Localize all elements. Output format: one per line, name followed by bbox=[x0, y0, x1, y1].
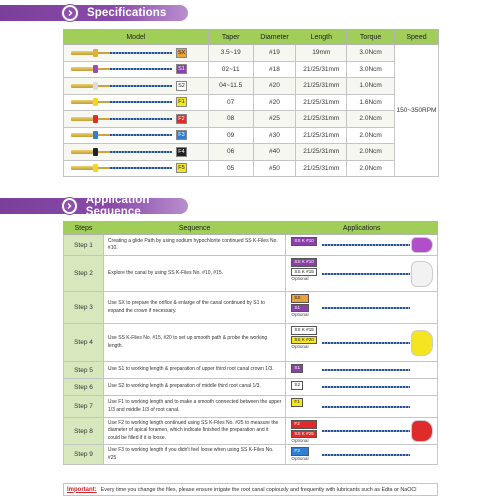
diameter-cell: #25 bbox=[253, 111, 296, 128]
taper-cell: 06 bbox=[208, 144, 253, 161]
file-blade bbox=[110, 68, 172, 70]
file-blade bbox=[110, 151, 172, 153]
step-cell: Step 6 bbox=[64, 379, 104, 396]
table-row bbox=[64, 292, 438, 324]
torque-cell: 2.0Ncm bbox=[347, 160, 395, 177]
file-tag: SS K #15 bbox=[291, 268, 316, 277]
file-illustration bbox=[322, 307, 410, 309]
file-tag: SS K #15 bbox=[291, 326, 316, 335]
taper-cell: 08 bbox=[208, 111, 253, 128]
file-handle-grip bbox=[411, 261, 433, 287]
step-cell: Step 2 bbox=[64, 256, 104, 292]
file-tag: F3 bbox=[291, 447, 308, 456]
file-tag: S1 bbox=[291, 304, 308, 313]
step-cell: Step 4 bbox=[64, 324, 104, 362]
file-handle-grip bbox=[411, 330, 433, 356]
model-cell bbox=[64, 78, 209, 95]
model-tag: S2 bbox=[176, 81, 187, 91]
file-handle bbox=[71, 166, 93, 170]
step-cell: Step 1 bbox=[64, 235, 104, 256]
table-row bbox=[64, 127, 439, 144]
header-model: Model bbox=[64, 30, 209, 45]
step-cell: Step 3 bbox=[64, 292, 104, 324]
file-illustration bbox=[67, 114, 185, 124]
tag-list bbox=[291, 326, 316, 350]
table-row bbox=[64, 324, 438, 362]
file-handle bbox=[71, 51, 93, 55]
file-blade bbox=[110, 101, 172, 103]
length-cell: 21/25/31mm bbox=[296, 127, 347, 144]
sequence-cell: Use F3 to working length if you didn't feel loose when using SS K-Files No. #25 bbox=[103, 445, 285, 465]
model-cell bbox=[64, 61, 209, 78]
length-cell: 19mm bbox=[296, 45, 347, 62]
torque-cell: 1.6Ncm bbox=[347, 94, 395, 111]
application-sequence-title: Application Sequence bbox=[85, 194, 150, 218]
file-handle bbox=[71, 133, 93, 137]
applications-cell bbox=[286, 379, 438, 396]
torque-cell: 3.0Ncm bbox=[347, 61, 395, 78]
file-illustration bbox=[67, 147, 185, 157]
table-row bbox=[64, 94, 439, 111]
sequence-cell: Explore the canal by using SS K-Files No. #10, #15. bbox=[103, 256, 285, 292]
diameter-cell: #18 bbox=[253, 61, 296, 78]
file-illustration bbox=[322, 369, 410, 371]
file-handle bbox=[71, 150, 93, 154]
file-illustration bbox=[67, 130, 185, 140]
header-taper: Taper bbox=[208, 30, 253, 45]
file-illustration bbox=[67, 163, 185, 173]
file-illustration bbox=[322, 430, 410, 432]
file-blade bbox=[110, 85, 172, 87]
sequence-cell: Use S1 to working length & preparation of upper third root canal crown 1/3. bbox=[103, 362, 285, 379]
file-illustration bbox=[67, 97, 185, 107]
file-illustration bbox=[322, 454, 410, 456]
optional-label: Optional bbox=[291, 455, 309, 461]
diameter-cell: #50 bbox=[253, 160, 296, 177]
file-illustration bbox=[67, 81, 185, 91]
header-diameter: Diameter bbox=[253, 30, 296, 45]
table-row bbox=[64, 160, 439, 177]
table-row bbox=[64, 256, 438, 292]
file-tag: SS K #10 bbox=[291, 258, 316, 267]
length-cell: 21/25/31mm bbox=[296, 160, 347, 177]
tag-list bbox=[291, 398, 302, 407]
torque-cell: 2.0Ncm bbox=[347, 127, 395, 144]
taper-cell: 07 bbox=[208, 94, 253, 111]
table-row bbox=[64, 45, 439, 62]
table-row bbox=[64, 144, 439, 161]
file-handle bbox=[71, 67, 93, 71]
torque-cell: 2.0Ncm bbox=[347, 144, 395, 161]
header-length: Length bbox=[296, 30, 347, 45]
table-row bbox=[64, 379, 438, 396]
file-tag: SS K #20 bbox=[291, 336, 316, 345]
file-shaft bbox=[98, 134, 110, 136]
tag-list bbox=[291, 447, 308, 461]
file-tag: SS K #10 bbox=[291, 237, 316, 246]
important-note bbox=[63, 483, 438, 496]
chevron-right-icon bbox=[62, 5, 78, 21]
model-tag: F1 bbox=[176, 97, 187, 107]
header-applications: Applications bbox=[286, 222, 438, 235]
file-illustration bbox=[322, 273, 410, 275]
table-row bbox=[64, 111, 439, 128]
optional-label: Optional bbox=[291, 312, 309, 318]
file-blade bbox=[110, 167, 172, 169]
model-cell bbox=[64, 127, 209, 144]
diameter-cell: #30 bbox=[253, 127, 296, 144]
applications-cell bbox=[286, 324, 438, 362]
file-tag: S1 bbox=[291, 364, 303, 373]
important-label: Important: bbox=[67, 486, 97, 493]
file-blade bbox=[110, 118, 172, 120]
model-tag: S1 bbox=[176, 64, 187, 74]
sequence-cell: Use F2 to working length continued using SS K-Files No. #25 to measure the diameter of apical foramen, which indicate finished the preparation and it could be filled if it is loose. bbox=[103, 418, 285, 445]
applications-cell bbox=[286, 256, 438, 292]
taper-cell: 02~11 bbox=[208, 61, 253, 78]
file-tag: S2 bbox=[291, 381, 303, 390]
model-cell bbox=[64, 45, 209, 62]
sequence-cell: Use SX to prepare the orifice & enlarge of the canal continued by S1 to expand the crown if necessary. bbox=[103, 292, 285, 324]
file-blade bbox=[110, 134, 172, 136]
file-shaft bbox=[98, 52, 110, 54]
file-tag: SS K #25 bbox=[291, 430, 316, 439]
file-tag: F2 bbox=[291, 420, 316, 429]
sequence-cell: Creating a glide Path by using sodium hypochlorite continued SS K-Files No. #10. bbox=[103, 235, 285, 256]
sequence-cell: Use S2 to working length & preparation of middle third root canal 1/3. bbox=[103, 379, 285, 396]
length-cell: 21/25/31mm bbox=[296, 94, 347, 111]
specifications-table bbox=[63, 29, 439, 177]
file-shaft bbox=[98, 85, 110, 87]
applications-cell bbox=[286, 362, 438, 379]
taper-cell: 04~11.5 bbox=[208, 78, 253, 95]
tag-list bbox=[291, 258, 316, 282]
file-tag: SX bbox=[291, 294, 308, 303]
length-cell: 21/25/31mm bbox=[296, 78, 347, 95]
tag-list bbox=[291, 420, 316, 444]
model-tag: F4 bbox=[176, 147, 187, 157]
file-illustration bbox=[322, 244, 410, 246]
tag-list bbox=[291, 364, 303, 373]
file-tag: F1 bbox=[291, 398, 302, 407]
chevron-right-icon bbox=[62, 198, 77, 214]
length-cell: 21/25/31mm bbox=[296, 111, 347, 128]
application-sequence-banner bbox=[0, 195, 195, 217]
taper-cell: 05 bbox=[208, 160, 253, 177]
file-shaft bbox=[98, 151, 110, 153]
tag-list bbox=[291, 237, 316, 246]
file-handle bbox=[71, 117, 93, 121]
table-header-row bbox=[64, 30, 439, 45]
file-illustration bbox=[67, 64, 185, 74]
file-illustration bbox=[322, 342, 410, 344]
torque-cell: 3.0Ncm bbox=[347, 45, 395, 62]
file-illustration bbox=[322, 386, 410, 388]
table-row bbox=[64, 235, 438, 256]
file-shaft bbox=[98, 118, 110, 120]
applications-cell bbox=[286, 396, 438, 418]
model-cell bbox=[64, 111, 209, 128]
model-cell bbox=[64, 144, 209, 161]
optional-label: Optional bbox=[291, 276, 309, 282]
optional-label: Optional bbox=[291, 438, 309, 444]
sequence-cell: Use SS K-Files No. #15, #20 to set up smooth path & probe the working length. bbox=[103, 324, 285, 362]
table-row bbox=[64, 61, 439, 78]
taper-cell: 3.5~19 bbox=[208, 45, 253, 62]
length-cell: 21/25/31mm bbox=[296, 144, 347, 161]
header-sequence: Sequence bbox=[103, 222, 285, 235]
torque-cell: 2.0Ncm bbox=[347, 111, 395, 128]
model-cell bbox=[64, 94, 209, 111]
file-shaft bbox=[98, 68, 110, 70]
torque-cell: 1.0Ncm bbox=[347, 78, 395, 95]
step-cell: Step 9 bbox=[64, 445, 104, 465]
diameter-cell: #20 bbox=[253, 78, 296, 95]
length-cell: 21/25/31mm bbox=[296, 61, 347, 78]
sequence-cell: Use F1 to working length and to make a smooth connected between the upper 1/3 and middle 1/3 of root canal. bbox=[103, 396, 285, 418]
optional-label: Optional bbox=[291, 344, 309, 350]
step-cell: Step 7 bbox=[64, 396, 104, 418]
file-illustration bbox=[322, 406, 410, 408]
tag-list bbox=[291, 381, 303, 390]
speed-cell: 150~350RPM bbox=[394, 45, 438, 177]
model-tag: F2 bbox=[176, 114, 187, 124]
application-sequence-table bbox=[63, 221, 438, 465]
applications-cell bbox=[286, 418, 438, 445]
diameter-cell: #40 bbox=[253, 144, 296, 161]
header-speed: Speed bbox=[394, 30, 438, 45]
model-cell bbox=[64, 160, 209, 177]
important-text: Every time you change the files, please ensure irrigate the root canal copiously and frequently with lubricants such as Edta or NaOCl bbox=[100, 486, 417, 493]
file-handle-grip bbox=[411, 237, 433, 253]
file-illustration bbox=[67, 48, 185, 58]
table-row bbox=[64, 396, 438, 418]
specifications-banner bbox=[0, 2, 195, 24]
file-handle-grip bbox=[411, 420, 433, 442]
taper-cell: 09 bbox=[208, 127, 253, 144]
tag-list bbox=[291, 294, 308, 318]
applications-cell bbox=[286, 292, 438, 324]
table-row bbox=[64, 445, 438, 465]
file-shaft bbox=[98, 101, 110, 103]
file-shaft bbox=[98, 167, 110, 169]
applications-cell bbox=[286, 235, 438, 256]
diameter-cell: #20 bbox=[253, 94, 296, 111]
diameter-cell: #19 bbox=[253, 45, 296, 62]
file-handle bbox=[71, 100, 93, 104]
table-header-row bbox=[64, 222, 438, 235]
table-row bbox=[64, 78, 439, 95]
model-tag: SX bbox=[177, 49, 186, 56]
header-torque: Torque bbox=[347, 30, 395, 45]
step-cell: Step 8 bbox=[64, 418, 104, 445]
file-blade bbox=[110, 52, 172, 54]
applications-cell bbox=[286, 445, 438, 465]
header-steps: Steps bbox=[64, 222, 104, 235]
model-tag: F3 bbox=[176, 130, 187, 140]
specifications-title: Specifications bbox=[87, 7, 167, 19]
model-tag: F5 bbox=[176, 163, 187, 173]
table-row bbox=[64, 418, 438, 445]
file-handle bbox=[71, 84, 93, 88]
table-row bbox=[64, 362, 438, 379]
step-cell: Step 5 bbox=[64, 362, 104, 379]
